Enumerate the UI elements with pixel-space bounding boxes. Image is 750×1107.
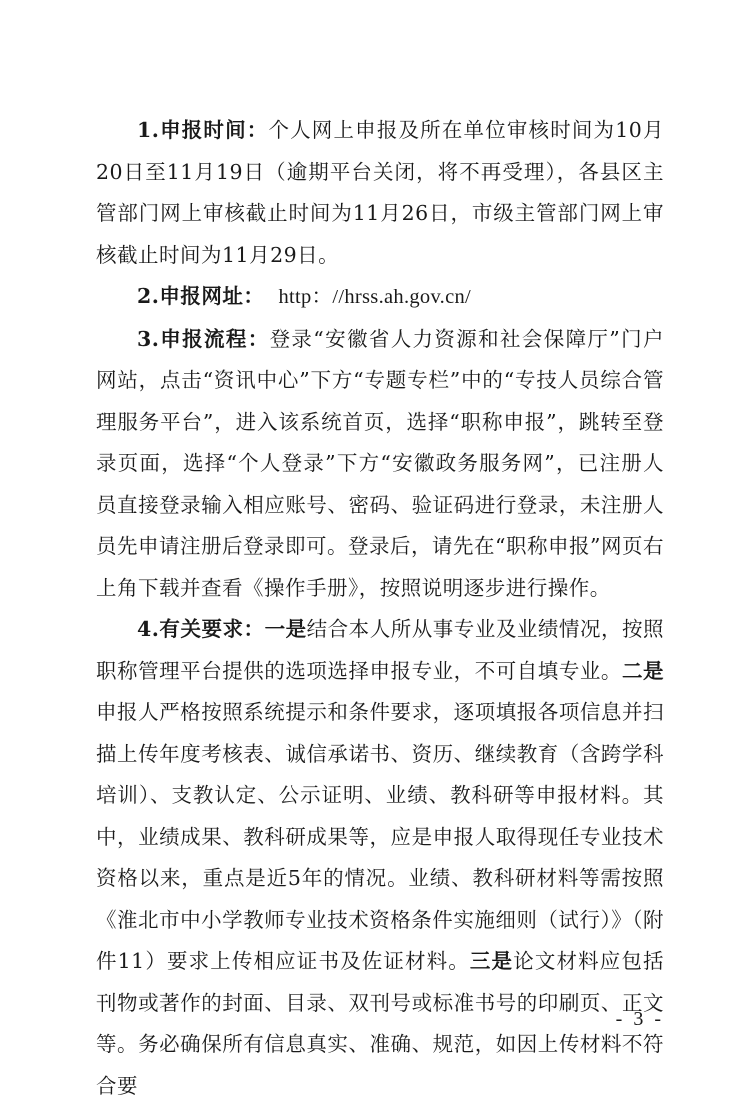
section-2-paragraph (96, 276, 664, 319)
section-4-label-3: 三是 (469, 949, 514, 973)
section-1-heading: 1.申报时间： (137, 118, 269, 142)
page-number: - 3 - (615, 1008, 664, 1030)
section-2-heading: 2.申报网址： (137, 284, 265, 308)
section-1-body: 个人网上申报及所在单位审核时间为10月20日至11月19日（逾期平台关闭，将不再受理），各县区主管部门网上审核截止时间为11月26日，市级主管部门网上审核截止时间为11月29日。 (96, 118, 664, 267)
section-4-text-1: 结合本人所从事专业及业绩情况，按照职称管理平台提供的选项选择申报专业，不可自填专业。 (96, 617, 665, 683)
section-3-paragraph (96, 319, 664, 610)
section-4-paragraph (96, 609, 664, 1107)
section-3-body: 登录“安徽省人力资源和社会保障厅”门户网站，点击“资讯中心”下方“专题专栏”中的“专技人员综合管理服务平台”，进入该系统首页，选择“职称申报”，跳转至登录页面，选择“个人登录”下方“安徽政务服务网”，已注册人员直接登录输入相应账号、密码、验证码进行登录，未注册人员先申请注册后登录即可。登录后，请先在“职称申报”网页右上角下载并查看《操作手册》，按照说明逐步进行操作。 (96, 326, 664, 600)
section-4-label-2: 二是 (621, 658, 665, 683)
section-2-url: http：//hrss.ah.gov.cn/ (278, 286, 472, 308)
section-3-heading: 3.申报流程： (137, 326, 270, 351)
section-4-label-1: 一是 (264, 617, 307, 641)
section-4-text-3: 论文材料应包括刊物或著作的封面、目录、双刊号或标准书号的印刷页、正文等。务必确保所有信息真实、准确、规范，如因上传材料不符合要 (96, 949, 665, 1098)
section-1-paragraph (96, 110, 664, 276)
section-4-heading: 4.有关要求： (137, 617, 265, 641)
section-4-text-2: 申报人严格按照系统提示和条件要求，逐项填报各项信息并扫描上传年度考核表、诚信承诺书、资历、继续教育（含跨学科培训）、支教认定、公示证明、业绩、教科研等申报材料。其中，业绩成果、教科研成果等，应是申报人取得现任专业技术资格以来，重点是近5年的情况。业绩、教科研材料等需按照《淮北市中小学教师专业技术资格条件实施细则（试行）》（附件11）要求上传相应证书及佐证材料。 (96, 700, 664, 973)
